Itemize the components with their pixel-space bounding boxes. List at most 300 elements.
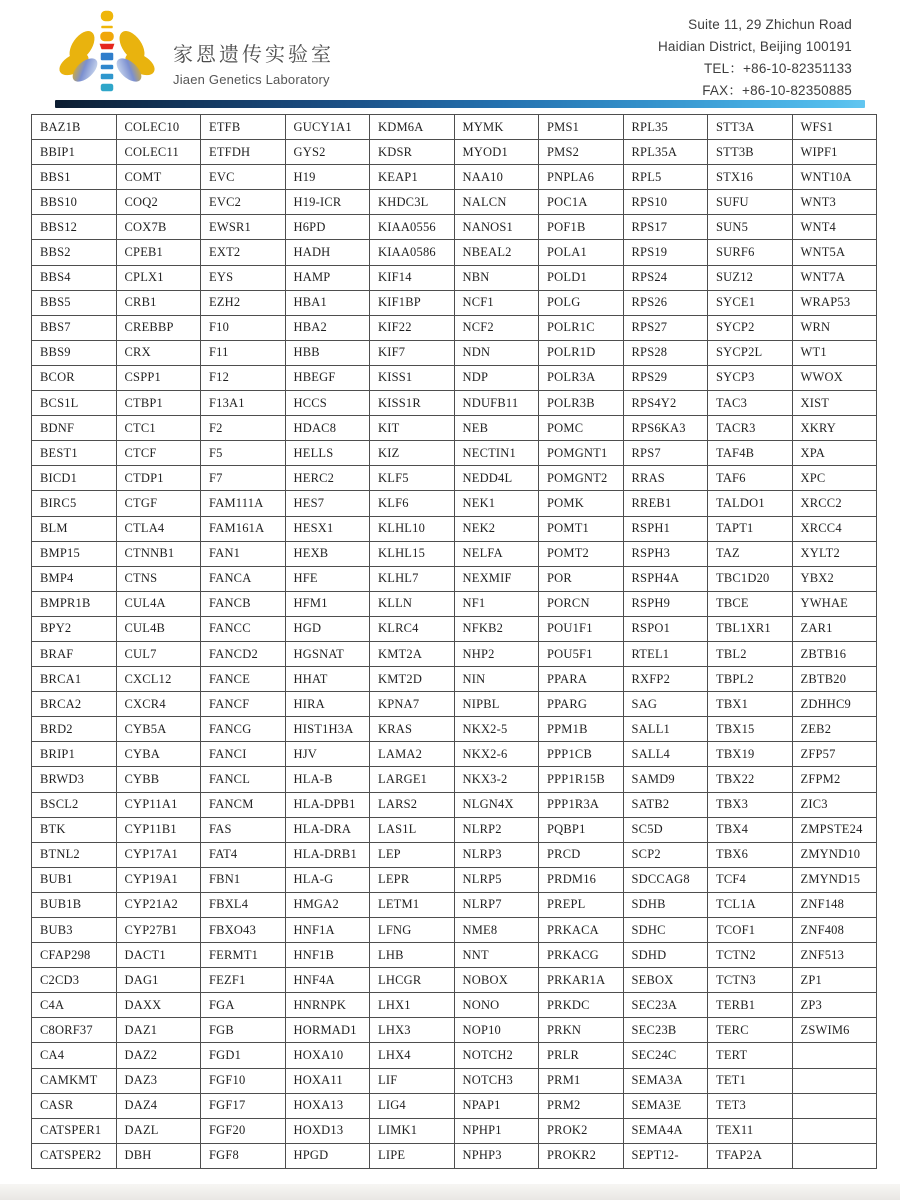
gene-cell: H19: [285, 165, 370, 190]
gene-cell: PRKACA: [539, 918, 624, 943]
gene-cell: HBA1: [285, 290, 370, 315]
table-row: [32, 591, 877, 616]
gene-cell: POLR1D: [539, 340, 624, 365]
gene-cell: SYCP3: [708, 365, 793, 390]
gene-cell: POMGNT1: [539, 441, 624, 466]
gene-cell: TAF4B: [708, 441, 793, 466]
gene-cell: BBS12: [32, 215, 117, 240]
gene-cell: HOXA13: [285, 1093, 370, 1118]
empty-cell: [792, 1093, 877, 1118]
gene-cell: TACR3: [708, 416, 793, 441]
table-row: [32, 315, 877, 340]
gene-cell: ZSWIM6: [792, 1018, 877, 1043]
divider-bar: [55, 100, 865, 108]
gene-cell: KPNA7: [370, 692, 455, 717]
gene-cell: NKX2-5: [454, 717, 539, 742]
gene-cell: WRAP53: [792, 290, 877, 315]
gene-cell: PRKACG: [539, 943, 624, 968]
gene-cell: SYCP2: [708, 315, 793, 340]
gene-cell: PRM1: [539, 1068, 624, 1093]
gene-cell: PREPL: [539, 892, 624, 917]
gene-cell: FAM161A: [201, 516, 286, 541]
gene-cell: NIN: [454, 667, 539, 692]
gene-cell: NKX3-2: [454, 767, 539, 792]
gene-cell: TERB1: [708, 993, 793, 1018]
gene-cell: FBXO43: [201, 918, 286, 943]
table-row: [32, 215, 877, 240]
gene-cell: NBEAL2: [454, 240, 539, 265]
gene-cell: CATSPER2: [32, 1143, 117, 1168]
gene-cell: WNT3: [792, 190, 877, 215]
table-row: [32, 491, 877, 516]
gene-cell: BLM: [32, 516, 117, 541]
gene-cell: CREBBP: [116, 315, 201, 340]
gene-cell: BICD1: [32, 466, 117, 491]
gene-cell: PMS2: [539, 140, 624, 165]
address-block: [658, 14, 852, 102]
gene-cell: FGF8: [201, 1143, 286, 1168]
gene-cell: SATB2: [623, 792, 708, 817]
gene-cell: BMP4: [32, 566, 117, 591]
gene-cell: ZMYND15: [792, 867, 877, 892]
gene-cell: RPS19: [623, 240, 708, 265]
gene-cell: TBL2: [708, 641, 793, 666]
table-row: [32, 968, 877, 993]
gene-cell: STX16: [708, 165, 793, 190]
gene-cell: HERC2: [285, 466, 370, 491]
company-name-cn: 家恩遗传实验室: [173, 44, 334, 66]
table-row: [32, 140, 877, 165]
gene-table: [31, 114, 877, 1169]
gene-cell: NOTCH2: [454, 1043, 539, 1068]
empty-cell: [792, 1068, 877, 1093]
gene-cell: FGF20: [201, 1118, 286, 1143]
gene-cell: POMGNT2: [539, 466, 624, 491]
table-row: [32, 290, 877, 315]
gene-cell: TBX6: [708, 842, 793, 867]
gene-cell: HORMAD1: [285, 1018, 370, 1043]
gene-cell: HFE: [285, 566, 370, 591]
table-row: [32, 416, 877, 441]
gene-cell: RREB1: [623, 491, 708, 516]
gene-cell: POU5F1: [539, 641, 624, 666]
gene-cell: BRCA1: [32, 667, 117, 692]
gene-cell: PROK2: [539, 1118, 624, 1143]
gene-cell: KIF22: [370, 315, 455, 340]
table-row: [32, 1018, 877, 1043]
table-row: [32, 165, 877, 190]
table-row: [32, 817, 877, 842]
gene-cell: BBS9: [32, 340, 117, 365]
gene-cell: PRKDC: [539, 993, 624, 1018]
gene-cell: BAZ1B: [32, 115, 117, 140]
gene-cell: YWHAE: [792, 591, 877, 616]
gene-cell: BRIP1: [32, 742, 117, 767]
gene-cell: STT3B: [708, 140, 793, 165]
gene-cell: CUL4B: [116, 616, 201, 641]
gene-cell: ZBTB20: [792, 667, 877, 692]
gene-cell: XIST: [792, 391, 877, 416]
company-name-en: Jiaen Genetics Laboratory: [173, 72, 330, 87]
empty-cell: [792, 1118, 877, 1143]
table-row: [32, 466, 877, 491]
gene-cell: WFS1: [792, 115, 877, 140]
table-row: [32, 641, 877, 666]
gene-cell: LHX3: [370, 1018, 455, 1043]
gene-cell: NCF1: [454, 290, 539, 315]
gene-cell: POMT2: [539, 541, 624, 566]
gene-cell: PPARG: [539, 692, 624, 717]
gene-cell: F7: [201, 466, 286, 491]
gene-cell: CYP11A1: [116, 792, 201, 817]
gene-cell: LEP: [370, 842, 455, 867]
gene-cell: KIT: [370, 416, 455, 441]
gene-cell: EYS: [201, 265, 286, 290]
gene-cell: KIAA0556: [370, 215, 455, 240]
gene-cell: CYBB: [116, 767, 201, 792]
gene-cell: SEPT12-: [623, 1143, 708, 1168]
gene-cell: DAZL: [116, 1118, 201, 1143]
gene-cell: TEX11: [708, 1118, 793, 1143]
table-row: [32, 867, 877, 892]
gene-cell: TCTN2: [708, 943, 793, 968]
gene-cell: NEDD4L: [454, 466, 539, 491]
table-row: [32, 1043, 877, 1068]
gene-cell: NDP: [454, 365, 539, 390]
gene-cell: HBA2: [285, 315, 370, 340]
gene-cell: NF1: [454, 591, 539, 616]
gene-cell: POLR3A: [539, 365, 624, 390]
table-row: [32, 892, 877, 917]
gene-cell: TET1: [708, 1068, 793, 1093]
table-row: [32, 667, 877, 692]
gene-cell: KMT2A: [370, 641, 455, 666]
gene-cell: CASR: [32, 1093, 117, 1118]
gene-cell: XYLT2: [792, 541, 877, 566]
gene-cell: CTNNB1: [116, 541, 201, 566]
gene-cell: ZBTB16: [792, 641, 877, 666]
gene-cell: CATSPER1: [32, 1118, 117, 1143]
gene-cell: TBX3: [708, 792, 793, 817]
table-row: [32, 391, 877, 416]
table-row: [32, 516, 877, 541]
gene-cell: RPS10: [623, 190, 708, 215]
gene-cell: NLGN4X: [454, 792, 539, 817]
gene-cell: RPS4Y2: [623, 391, 708, 416]
gene-cell: CA4: [32, 1043, 117, 1068]
gene-cell: NLRP3: [454, 842, 539, 867]
gene-cell: POLR1C: [539, 315, 624, 340]
gene-cell: ZIC3: [792, 792, 877, 817]
gene-cell: ZFP57: [792, 742, 877, 767]
gene-cell: YBX2: [792, 566, 877, 591]
gene-cell: POLD1: [539, 265, 624, 290]
gene-cell: HIST1H3A: [285, 717, 370, 742]
gene-cell: RSPH1: [623, 516, 708, 541]
gene-cell: TBL1XR1: [708, 616, 793, 641]
gene-cell: GUCY1A1: [285, 115, 370, 140]
gene-cell: RPS29: [623, 365, 708, 390]
gene-cell: RPL35: [623, 115, 708, 140]
gene-cell: NPAP1: [454, 1093, 539, 1118]
gene-cell: RSPO1: [623, 616, 708, 641]
gene-cell: BPY2: [32, 616, 117, 641]
gene-cell: FANCB: [201, 591, 286, 616]
gene-cell: NANOS1: [454, 215, 539, 240]
gene-cell: LIG4: [370, 1093, 455, 1118]
gene-cell: CYP11B1: [116, 817, 201, 842]
gene-cell: DAZ1: [116, 1018, 201, 1043]
table-row: [32, 842, 877, 867]
gene-cell: RRAS: [623, 466, 708, 491]
gene-cell: SEC23A: [623, 993, 708, 1018]
gene-cell: NCF2: [454, 315, 539, 340]
gene-cell: TBCE: [708, 591, 793, 616]
gene-cell: SALL1: [623, 717, 708, 742]
gene-cell: F5: [201, 441, 286, 466]
gene-cell: HLA-B: [285, 767, 370, 792]
gene-cell: HGD: [285, 616, 370, 641]
gene-cell: CXCR4: [116, 692, 201, 717]
gene-cell: BBIP1: [32, 140, 117, 165]
gene-cell: MYMK: [454, 115, 539, 140]
gene-cell: NIPBL: [454, 692, 539, 717]
gene-cell: RPL5: [623, 165, 708, 190]
gene-cell: PRM2: [539, 1093, 624, 1118]
address-line-1: Suite 11, 29 Zhichun Road: [688, 17, 852, 32]
gene-cell: SURF6: [708, 240, 793, 265]
gene-cell: NHP2: [454, 641, 539, 666]
table-row: [32, 1143, 877, 1168]
gene-cell: NEB: [454, 416, 539, 441]
gene-cell: KEAP1: [370, 165, 455, 190]
gene-cell: BMP15: [32, 541, 117, 566]
table-row: [32, 340, 877, 365]
gene-cell: CYP21A2: [116, 892, 201, 917]
gene-cell: BRWD3: [32, 767, 117, 792]
table-row: [32, 792, 877, 817]
gene-cell: CXCL12: [116, 667, 201, 692]
gene-cell: NAA10: [454, 165, 539, 190]
gene-cell: COLEC11: [116, 140, 201, 165]
gene-cell: COQ2: [116, 190, 201, 215]
table-row: [32, 1118, 877, 1143]
gene-cell: COX7B: [116, 215, 201, 240]
gene-cell: ZEB2: [792, 717, 877, 742]
gene-cell: ZMPSTE24: [792, 817, 877, 842]
gene-cell: DACT1: [116, 943, 201, 968]
gene-cell: WT1: [792, 340, 877, 365]
gene-cell: ETFDH: [201, 140, 286, 165]
gene-cell: CPEB1: [116, 240, 201, 265]
gene-cell: FERMT1: [201, 943, 286, 968]
gene-cell: ZMYND10: [792, 842, 877, 867]
gene-cell: WNT4: [792, 215, 877, 240]
gene-cell: KISS1: [370, 365, 455, 390]
gene-cell: POMK: [539, 491, 624, 516]
gene-cell: NECTIN1: [454, 441, 539, 466]
table-row: [32, 541, 877, 566]
gene-cell: KMT2D: [370, 667, 455, 692]
gene-cell: PPP1R15B: [539, 767, 624, 792]
gene-cell: SYCE1: [708, 290, 793, 315]
gene-cell: XKRY: [792, 416, 877, 441]
gene-cell: PPP1CB: [539, 742, 624, 767]
gene-cell: MYOD1: [454, 140, 539, 165]
table-row: [32, 441, 877, 466]
gene-cell: TAPT1: [708, 516, 793, 541]
gene-cell: KLLN: [370, 591, 455, 616]
gene-cell: TBX1: [708, 692, 793, 717]
gene-cell: BMPR1B: [32, 591, 117, 616]
gene-cell: SAG: [623, 692, 708, 717]
gene-cell: TFAP2A: [708, 1143, 793, 1168]
gene-cell: HLA-G: [285, 867, 370, 892]
gene-cell: POLR3B: [539, 391, 624, 416]
gene-cell: LIPE: [370, 1143, 455, 1168]
gene-cell: HLA-DRB1: [285, 842, 370, 867]
gene-cell: CTLA4: [116, 516, 201, 541]
gene-cell: HOXD13: [285, 1118, 370, 1143]
gene-cell: HOXA10: [285, 1043, 370, 1068]
gene-cell: KIF14: [370, 265, 455, 290]
gene-cell: RPS17: [623, 215, 708, 240]
gene-cell: BDNF: [32, 416, 117, 441]
gene-cell: EWSR1: [201, 215, 286, 240]
gene-cell: HBEGF: [285, 365, 370, 390]
gene-cell: STT3A: [708, 115, 793, 140]
gene-cell: WNT10A: [792, 165, 877, 190]
gene-cell: RPS24: [623, 265, 708, 290]
gene-cell: HMGA2: [285, 892, 370, 917]
gene-cell: H6PD: [285, 215, 370, 240]
gene-cell: KHDC3L: [370, 190, 455, 215]
gene-cell: NONO: [454, 993, 539, 1018]
gene-cell: WRN: [792, 315, 877, 340]
gene-cell: HNRNPK: [285, 993, 370, 1018]
table-row: [32, 767, 877, 792]
gene-cell: LHCGR: [370, 968, 455, 993]
gene-cell: NPHP3: [454, 1143, 539, 1168]
gene-cell: BEST1: [32, 441, 117, 466]
gene-cell: NALCN: [454, 190, 539, 215]
table-row: [32, 692, 877, 717]
gene-cell: SEMA4A: [623, 1118, 708, 1143]
gene-cell: XRCC2: [792, 491, 877, 516]
gene-cell: NOTCH3: [454, 1068, 539, 1093]
gene-cell: HLA-DRA: [285, 817, 370, 842]
gene-cell: SUN5: [708, 215, 793, 240]
gene-cell: F13A1: [201, 391, 286, 416]
gene-cell: PROKR2: [539, 1143, 624, 1168]
gene-cell: CYP17A1: [116, 842, 201, 867]
gene-cell: FBXL4: [201, 892, 286, 917]
empty-cell: [792, 1143, 877, 1168]
gene-cell: NBN: [454, 265, 539, 290]
gene-cell: SDHB: [623, 892, 708, 917]
gene-cell: KLRC4: [370, 616, 455, 641]
gene-cell: XRCC4: [792, 516, 877, 541]
gene-cell: BRCA2: [32, 692, 117, 717]
fax-line: FAX：+86-10-82350885: [702, 83, 852, 98]
gene-cell: HADH: [285, 240, 370, 265]
gene-cell: PPP1R3A: [539, 792, 624, 817]
gene-cell: FEZF1: [201, 968, 286, 993]
gene-cell: F2: [201, 416, 286, 441]
table-row: [32, 742, 877, 767]
table-row: [32, 240, 877, 265]
gene-cell: BIRC5: [32, 491, 117, 516]
gene-cell: TCF4: [708, 867, 793, 892]
gene-cell: PRDM16: [539, 867, 624, 892]
gene-cell: SEBOX: [623, 968, 708, 993]
table-row: [32, 918, 877, 943]
gene-cell: HBB: [285, 340, 370, 365]
gene-cell: PRLR: [539, 1043, 624, 1068]
gene-cell: CYB5A: [116, 717, 201, 742]
gene-cell: FGF10: [201, 1068, 286, 1093]
gene-cell: HES7: [285, 491, 370, 516]
gene-cell: FBN1: [201, 867, 286, 892]
gene-cell: NKX2-6: [454, 742, 539, 767]
gene-cell: SDHD: [623, 943, 708, 968]
gene-cell: BTNL2: [32, 842, 117, 867]
gene-cell: HGSNAT: [285, 641, 370, 666]
gene-cell: SEMA3E: [623, 1093, 708, 1118]
gene-cell: C4A: [32, 993, 117, 1018]
gene-cell: ZNF408: [792, 918, 877, 943]
gene-cell: FANCM: [201, 792, 286, 817]
gene-cell: SYCP2L: [708, 340, 793, 365]
gene-cell: FANCL: [201, 767, 286, 792]
gene-cell: LHX1: [370, 993, 455, 1018]
empty-cell: [792, 1043, 877, 1068]
gene-cell: HPGD: [285, 1143, 370, 1168]
gene-cell: SDHC: [623, 918, 708, 943]
gene-cell: LHX4: [370, 1043, 455, 1068]
gene-cell: TET3: [708, 1093, 793, 1118]
gene-cell: LHB: [370, 943, 455, 968]
gene-cell: HLA-DPB1: [285, 792, 370, 817]
gene-cell: F10: [201, 315, 286, 340]
gene-cell: KIAA0586: [370, 240, 455, 265]
table-row: [32, 616, 877, 641]
gene-cell: ZP3: [792, 993, 877, 1018]
gene-cell: SAMD9: [623, 767, 708, 792]
chromosome-flower-logo-icon: [52, 8, 162, 100]
gene-cell: RSPH3: [623, 541, 708, 566]
gene-cell: POLG: [539, 290, 624, 315]
gene-cell: SALL4: [623, 742, 708, 767]
gene-cell: ZNF148: [792, 892, 877, 917]
gene-cell: CRB1: [116, 290, 201, 315]
gene-cell: BUB1: [32, 867, 117, 892]
gene-cell: H19-ICR: [285, 190, 370, 215]
gene-cell: POF1B: [539, 215, 624, 240]
gene-cell: TBX22: [708, 767, 793, 792]
gene-cell: KDSR: [370, 140, 455, 165]
gene-cell: HELLS: [285, 441, 370, 466]
gene-cell: PORCN: [539, 591, 624, 616]
gene-cell: CTCF: [116, 441, 201, 466]
gene-cell: TBX19: [708, 742, 793, 767]
page-bottom-edge: [0, 1184, 900, 1200]
gene-cell: RPL35A: [623, 140, 708, 165]
gene-cell: BRAF: [32, 641, 117, 666]
gene-cell: C2CD3: [32, 968, 117, 993]
gene-cell: F11: [201, 340, 286, 365]
gene-cell: DAZ3: [116, 1068, 201, 1093]
